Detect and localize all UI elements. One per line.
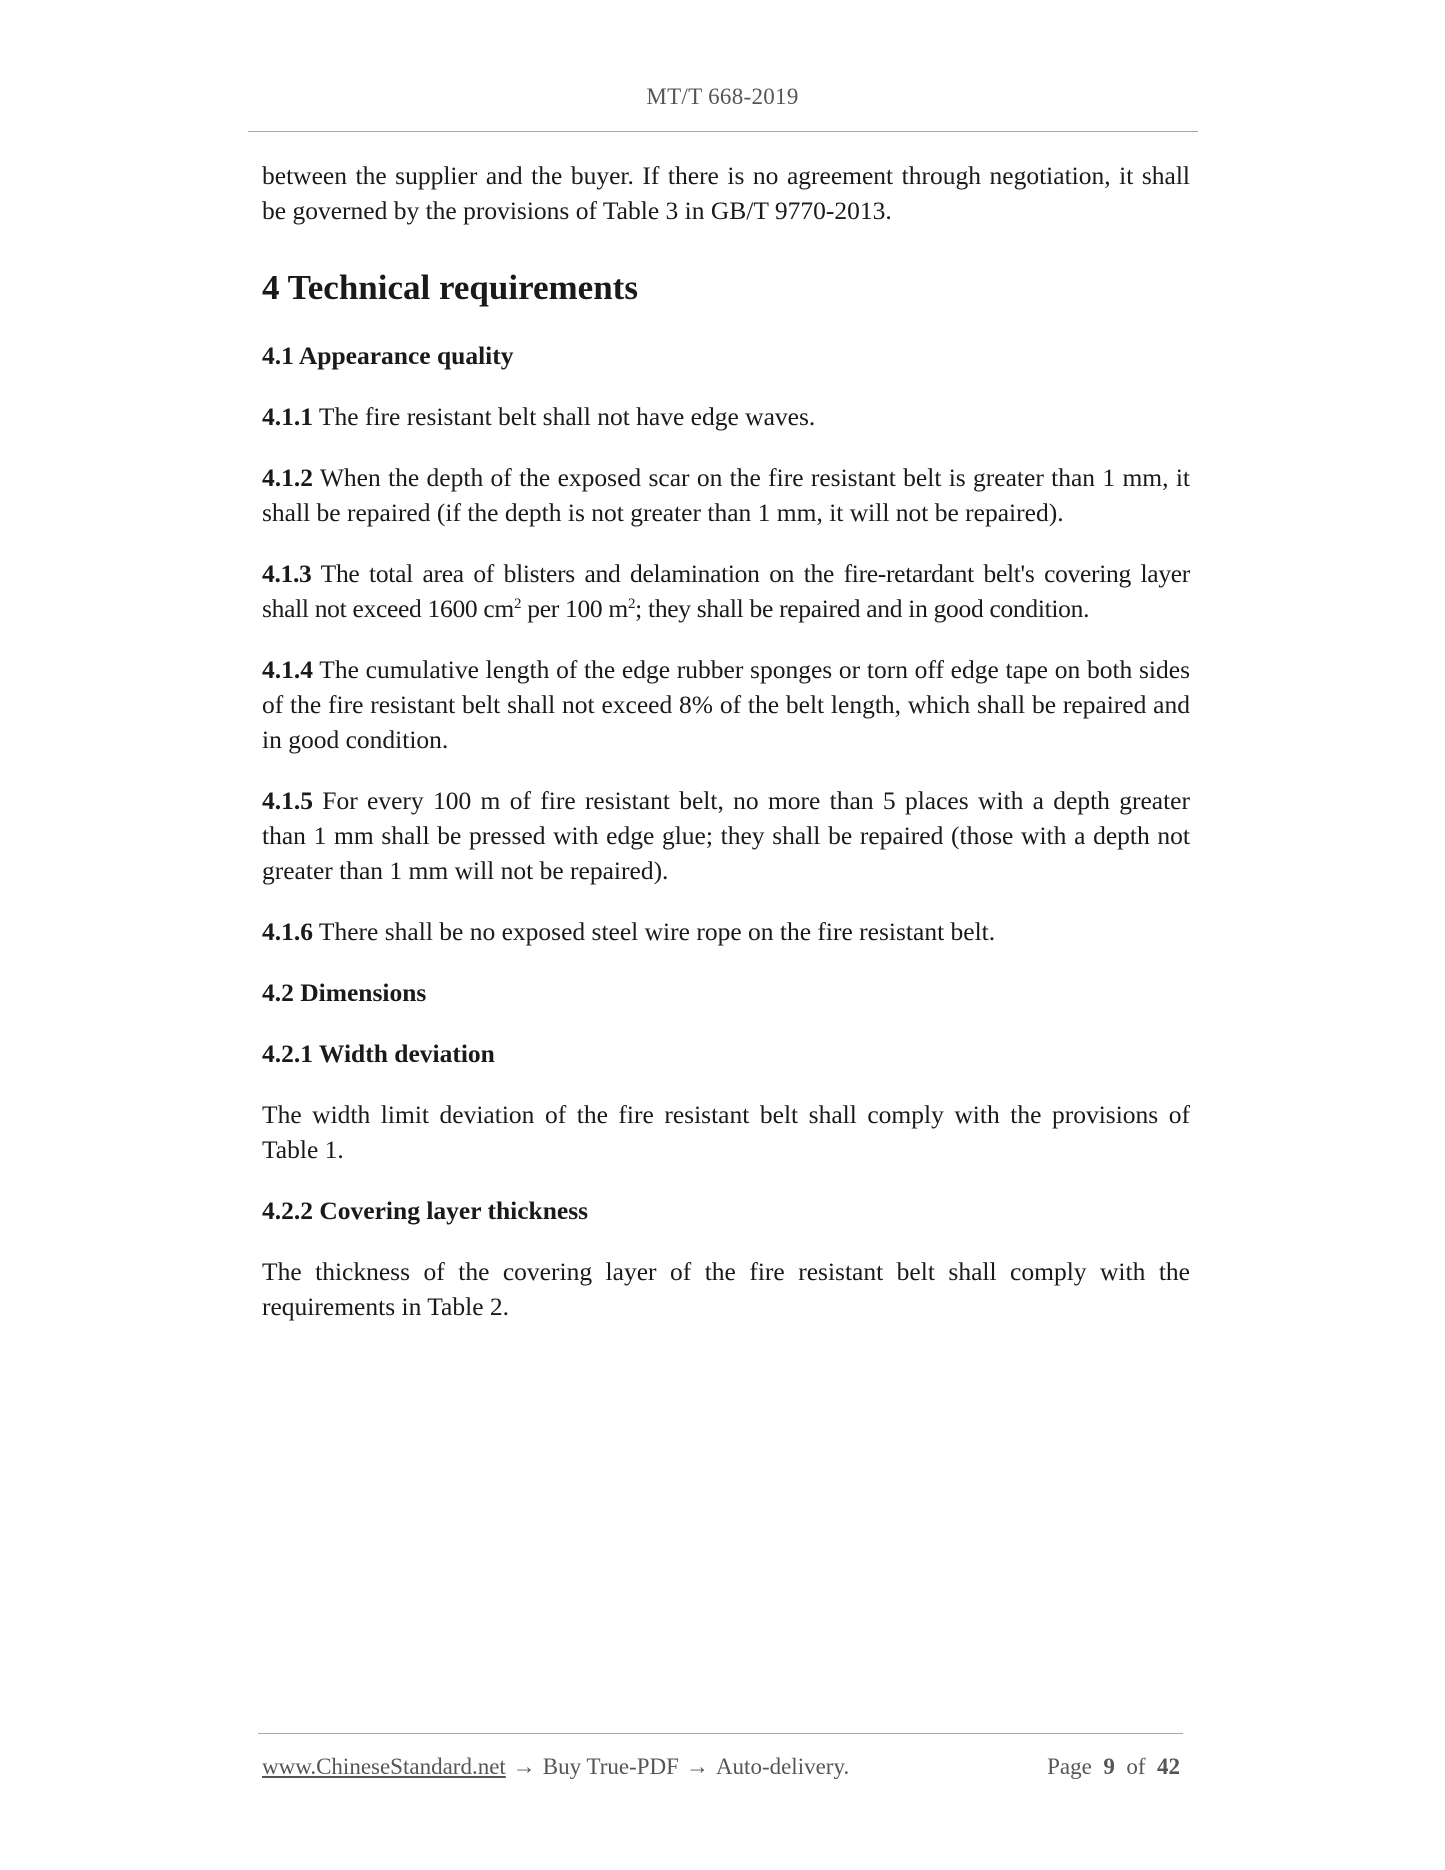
auto-delivery-text: Auto-delivery.	[715, 1754, 850, 1779]
clause-4-1-2	[262, 460, 1190, 530]
clause-4-1-4	[262, 652, 1190, 757]
subsection-heading-4-1: 4.1 Appearance quality	[262, 341, 514, 370]
clause-4-1-5	[262, 783, 1190, 888]
page-body	[262, 158, 1190, 1350]
clause-number: 4.1.4	[262, 655, 313, 684]
section-heading: 4 Technical requirements	[262, 268, 638, 307]
subsection-heading-4-2-2: 4.2.2 Covering layer thickness	[262, 1196, 589, 1225]
total-page-count: 42	[1157, 1754, 1180, 1779]
continuation-paragraph: between the supplier and the buyer. If there is no agreement through negotiation, it shall be governed by the provisions of Table 3 in GB/T 9770-2013.	[262, 161, 1190, 225]
superscript: 2	[513, 596, 522, 612]
clause-text: There shall be no exposed steel wire rope on the fire resistant belt.	[313, 917, 996, 946]
document-code-header: MT/T 668-2019	[646, 84, 799, 109]
page-indicator	[1047, 1754, 1180, 1780]
buy-pdf-text: Buy True-PDF	[542, 1754, 679, 1779]
clause-text: For every 100 m of fire resistant belt, no more than 5 places with a depth greater than 1 mm shall be pressed with edge glue; they shall be repaired (those with a depth not greater than 1 mm will not be repaired).	[262, 786, 1190, 885]
current-page-number: 9	[1103, 1754, 1115, 1779]
clause-number: 4.1.1	[262, 402, 313, 431]
paragraph-width-deviation: The width limit deviation of the fire resistant belt shall comply with the provisions of Table 1.	[262, 1100, 1190, 1164]
clause-text: The total area of blisters and delamination on the fire-retardant belt's covering layer shall not exceed 1600 cm	[262, 559, 1190, 623]
arrow-right-icon: →	[512, 1754, 536, 1779]
superscript: 2	[627, 596, 636, 612]
clause-4-1-6	[262, 914, 1190, 949]
subsection-heading-4-2: 4.2 Dimensions	[262, 978, 427, 1007]
clause-number: 4.1.5	[262, 786, 313, 815]
site-link[interactable]: www.ChineseStandard.net	[262, 1754, 506, 1779]
subsection-heading-4-2-1: 4.2.1 Width deviation	[262, 1039, 495, 1068]
clause-number: 4.1.3	[262, 559, 312, 588]
clause-text: The cumulative length of the edge rubber sponges or torn off edge tape on both sides of the fire resistant belt shall not exceed 8% of the belt length, which shall be repaired and in good condition.	[262, 655, 1190, 754]
clause-4-1-1	[262, 399, 1190, 434]
clause-text: The fire resistant belt shall not have edge waves.	[313, 402, 816, 431]
page-of-label: of	[1126, 1754, 1146, 1779]
clause-text: per 100 m	[521, 594, 628, 623]
page-label: Page	[1047, 1754, 1092, 1779]
clause-text: When the depth of the exposed scar on the fire resistant belt is greater than 1 mm, it shall be repaired (if the depth is not greater than 1 mm, it will not be repaired).	[262, 463, 1190, 527]
paragraph-covering-thickness: The thickness of the covering layer of the fire resistant belt shall comply with the requirements in Table 2.	[262, 1257, 1190, 1321]
footer-promo	[262, 1754, 849, 1780]
clause-4-1-3	[262, 556, 1190, 626]
arrow-right-icon: →	[685, 1754, 709, 1779]
clause-number: 4.1.6	[262, 917, 313, 946]
footer-divider	[258, 1733, 1183, 1734]
page-footer	[262, 1754, 1180, 1780]
header-divider	[248, 131, 1198, 132]
clause-number: 4.1.2	[262, 463, 313, 492]
clause-text: ; they shall be repaired and in good condition.	[635, 594, 1090, 623]
